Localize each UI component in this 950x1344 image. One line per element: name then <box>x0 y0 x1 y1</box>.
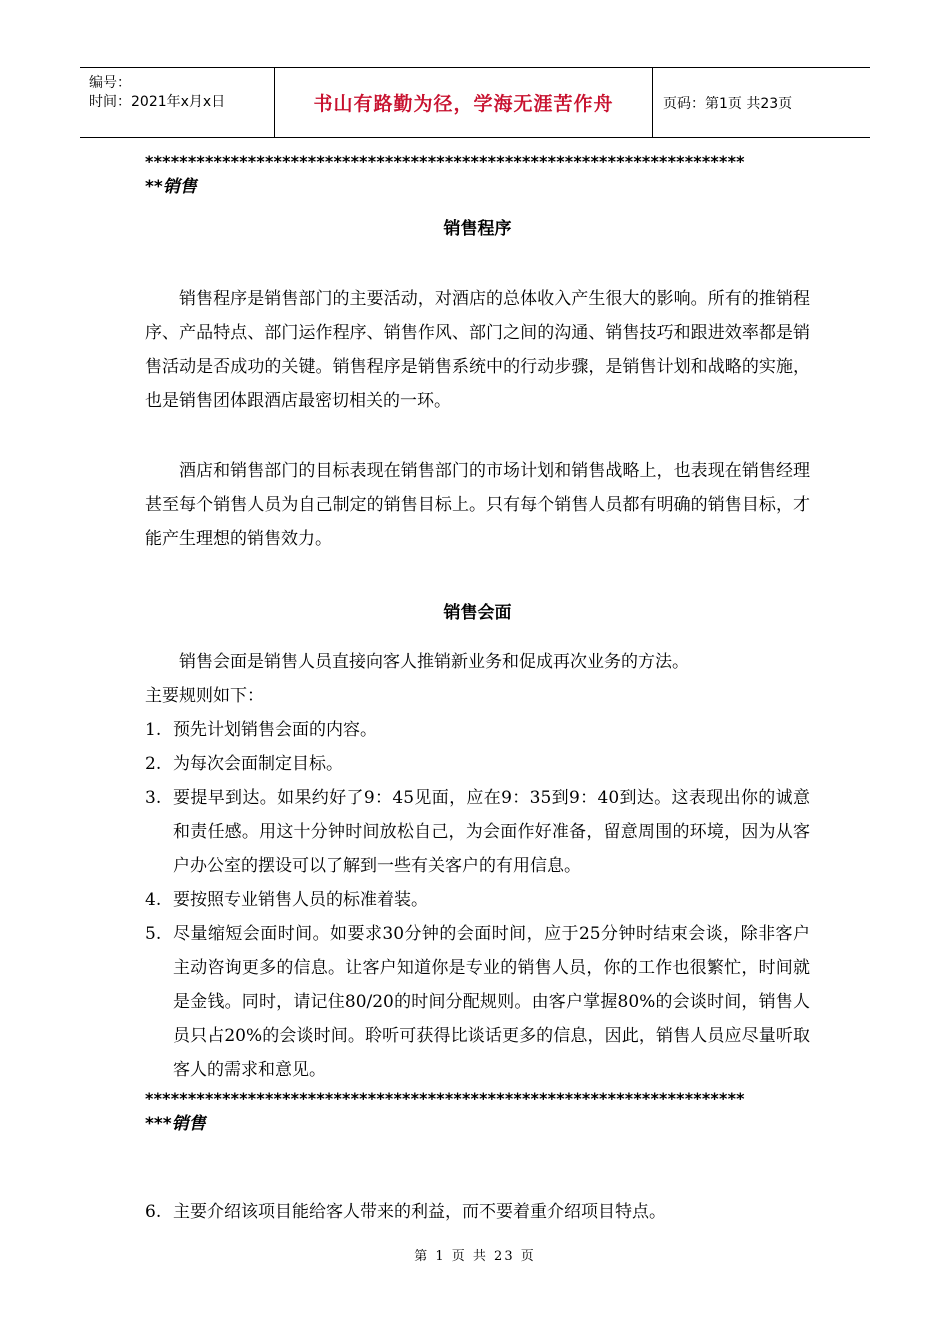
header-page-code: 页码：第1页 共23页 <box>663 95 793 112</box>
section2-intro: 销售会面是销售人员直接向客人推销新业务和促成再次业务的方法。 <box>179 652 689 672</box>
rule-text: 预先计划销售会面的内容。 <box>173 720 377 740</box>
rule-text: 为每次会面制定目标。 <box>173 754 343 774</box>
list-item <box>145 747 810 781</box>
document-body <box>145 150 810 1229</box>
header-meta <box>80 68 275 137</box>
section-title-sales-procedure: 销售程序 <box>443 219 512 239</box>
section1-paragraph-1 <box>145 282 810 418</box>
rules-list <box>145 713 810 1087</box>
rules-label: 主要规则如下： <box>145 686 264 706</box>
rule-number: 3. <box>145 788 162 808</box>
time-label: 时间：2021年x月x日 <box>89 94 226 110</box>
rule-text: 要按照专业销售人员的标准着装。 <box>173 890 428 910</box>
section1-paragraph-2 <box>145 454 810 556</box>
list-item <box>145 917 810 1087</box>
header-motto: 书山有路勤为径，学海无涯苦作舟 <box>275 68 653 137</box>
list-item <box>145 883 810 917</box>
rule-text: 尽量缩短会面时间。如要求30分钟的会面时间，应于25分钟时结束会谈，除非客户主动咨询更多的信息。让客户知道你是专业的销售人员，你的工作也很繁忙，时间就是金钱。同时，请记住80/20的时间分配规则。由客户掌握80%的会谈时间，销售人员只占20%的会谈时间。聆听可获得比谈话更多的信息，因此，销售人员应尽量听取客人的需求和意见。 <box>173 924 810 1080</box>
paragraph: 销售程序是销售部门的主要活动，对酒店的总体收入产生很大的影响。所有的推销程序、产品特点、部门运作程序、销售作风、部门之间的沟通、销售技巧和跟进效率都是销售活动是否成功的关键。销售程序是销售系统中的行动步骤，是销售计划和战略的实施，也是销售团体跟酒店最密切相关的一环。 <box>145 289 810 411</box>
rule-number: 5. <box>145 924 162 944</box>
paragraph: 酒店和销售部门的目标表现在销售部门的市场计划和销售战略上，也表现在销售经理甚至每个销售人员为自己制定的销售目标上。只有每个销售人员都有明确的销售目标，才能产生理想的销售效力。 <box>145 461 810 549</box>
divider-bottom: ********************************************************************** <box>145 1089 745 1108</box>
section-tag-top: **销售 <box>145 177 197 197</box>
list-item <box>145 713 810 747</box>
rule-text: 要提早到达。如果约好了9：45见面，应在9：35到9：40到达。这表现出你的诚意和责任感。用这十分钟时间放松自己，为会面作好准备，留意周围的环境，因为从客户办公室的摆设可以了解到一些有关客户的有用信息。 <box>173 788 810 876</box>
serial-label: 编号： <box>89 75 131 91</box>
page-footer: 第 1 页 共 23 页 <box>414 1249 536 1264</box>
document-header <box>80 67 870 138</box>
rule-number: 4. <box>145 890 162 910</box>
list-item <box>145 1195 810 1229</box>
section-tag-bottom: ***销售 <box>145 1114 206 1134</box>
rule-number: 6. <box>145 1202 162 1222</box>
section-title-sales-meeting: 销售会面 <box>443 603 512 623</box>
divider-top: ********************************************************************** <box>145 152 745 171</box>
rules-list-continued <box>145 1195 810 1229</box>
rule-text: 主要介绍该项目能给客人带来的利益，而不要着重介绍项目特点。 <box>173 1202 666 1222</box>
list-item <box>145 781 810 883</box>
rule-number: 2. <box>145 754 162 774</box>
rule-number: 1. <box>145 720 162 740</box>
